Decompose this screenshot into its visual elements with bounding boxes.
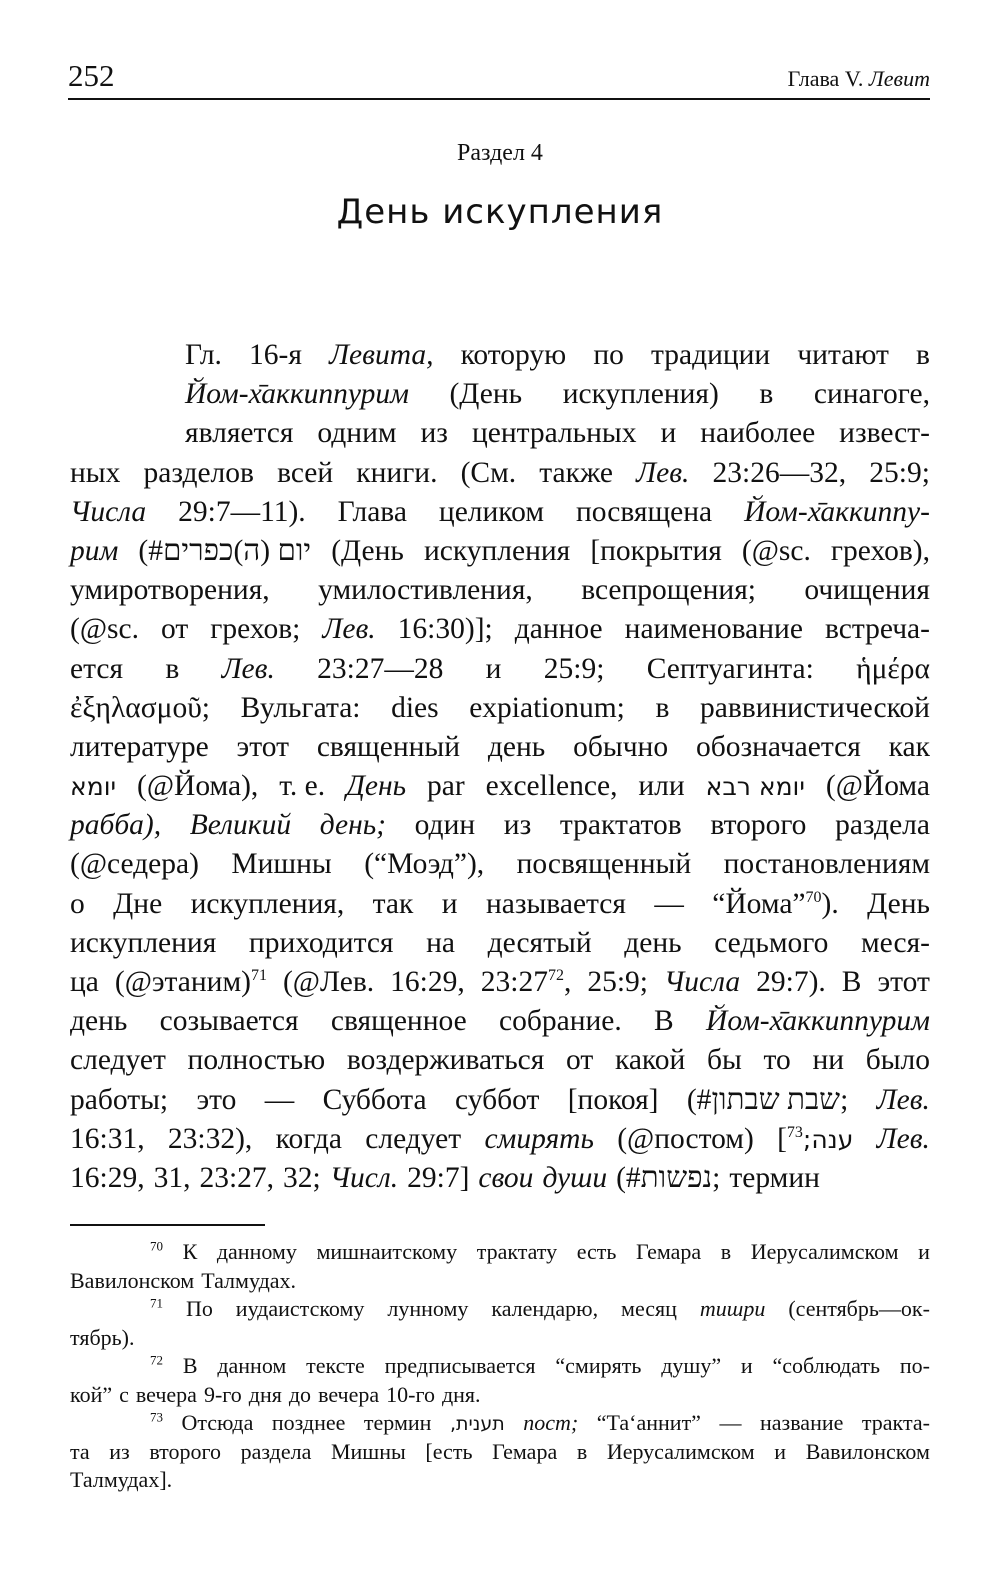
running-head-title: Левит [868, 66, 930, 91]
word: искупления) [562, 378, 719, 411]
text-line [70, 650, 930, 689]
text-line [70, 532, 930, 571]
text-line [70, 728, 930, 767]
text-line [70, 375, 930, 414]
word: центральных [471, 417, 637, 450]
word: ἡμέρα [856, 652, 930, 685]
word: до [288, 1381, 312, 1407]
word: полностью [187, 1044, 326, 1077]
footnotes [70, 1238, 930, 1495]
word: священное [330, 1005, 467, 1038]
word: Левита, [329, 339, 434, 371]
word: 25:9; [587, 966, 648, 998]
word [450, 1409, 505, 1438]
word: из [503, 809, 532, 842]
word: 29:7). [756, 966, 826, 998]
word: 16:29, [70, 1161, 145, 1194]
word: умиротворения, [70, 574, 270, 607]
word: ἐξηλασμοῦ; [70, 691, 210, 724]
footnote-line [70, 1267, 930, 1296]
word: когда [275, 1122, 342, 1155]
page-number: 252 [68, 58, 115, 93]
word: раввинистической [700, 691, 930, 724]
word: par [426, 770, 465, 803]
word: 31, [153, 1161, 191, 1194]
word: наиболее [700, 417, 816, 450]
word: день; [319, 809, 386, 842]
footnote-ref: 71 [250, 967, 267, 985]
text-line [70, 845, 930, 884]
word: ется [70, 652, 124, 685]
footnote-line [70, 1466, 930, 1495]
footnote-ref: 73 [150, 1409, 163, 1425]
word: (@седера) [70, 848, 199, 881]
word: Талмудах]. [70, 1467, 173, 1492]
word: [$^{73}$ענה; [777, 1122, 854, 1155]
text-line [70, 689, 930, 728]
word: (@этаним)$^{71}$ [114, 966, 267, 998]
word: всепрощения; [581, 574, 756, 607]
word: второго [149, 1438, 221, 1464]
word: кой” [70, 1381, 113, 1407]
word: тексте [306, 1353, 365, 1378]
page-header [68, 58, 930, 100]
word: “смирять [555, 1353, 642, 1378]
footnote-line [70, 1295, 930, 1324]
word: 16:30)]; [397, 613, 493, 646]
word: обычно [573, 730, 669, 763]
text-line [70, 963, 930, 1002]
word: данное [514, 613, 603, 646]
word: “Та‘аннит” [596, 1410, 701, 1435]
word: 25:9; [543, 652, 605, 685]
word: ных [70, 456, 121, 489]
word: иудаистскому [235, 1296, 365, 1321]
word: Иерусалимском [606, 1438, 755, 1464]
word: Иерусалимском [750, 1239, 899, 1264]
word: смирять [484, 1122, 594, 1155]
word: 9-го [203, 1381, 242, 1407]
text-line [70, 414, 930, 453]
word: в [655, 691, 670, 724]
word: из [109, 1438, 130, 1464]
word: седьмого [714, 926, 829, 959]
word: 29:7—11). [178, 495, 306, 528]
word: вечера [318, 1381, 380, 1407]
word: 16:31, [70, 1122, 145, 1155]
word: В [654, 1005, 674, 1038]
word: (#יום (ה)כפרים [138, 534, 312, 567]
word: всей [277, 456, 334, 489]
word: одним [317, 417, 397, 450]
word: $23:27^{72}$, [480, 966, 572, 998]
word: и [660, 417, 677, 450]
text-line [70, 493, 930, 532]
word: называется [485, 887, 626, 920]
word: следует [70, 1044, 166, 1077]
footnote-ref: 72 [547, 967, 564, 985]
footnote-ref: 70 [150, 1238, 163, 1254]
word [150, 1295, 163, 1324]
word: День [867, 887, 930, 920]
word: Вавилонском [805, 1438, 930, 1464]
word: Числ. [329, 1161, 399, 1194]
word: Великий [189, 809, 292, 842]
word: та [70, 1438, 90, 1464]
word: По [185, 1296, 213, 1321]
word: на [426, 926, 455, 959]
word: вечера [135, 1381, 197, 1407]
chapter-title: День искупления [336, 192, 664, 232]
word: [есть [425, 1438, 473, 1464]
word: собрание. [499, 1005, 622, 1038]
word: 25:9; [869, 456, 930, 489]
footnote-ref: 70 [805, 888, 822, 906]
word: наименование [624, 613, 803, 646]
word: раздела [240, 1438, 312, 1464]
word [150, 1409, 163, 1438]
word: (@Йома [825, 770, 930, 803]
word: грехов; [210, 613, 301, 646]
word: рим [70, 534, 119, 567]
word: в [915, 339, 930, 371]
word: в [720, 1239, 732, 1264]
word: священный [316, 730, 461, 763]
word: извест- [839, 417, 930, 450]
word: созывается [159, 1005, 299, 1038]
word: (@Йома), [137, 770, 259, 803]
word: данном [217, 1353, 287, 1378]
section-label: Раздел 4 [457, 140, 543, 166]
word: воздерживаться [346, 1044, 545, 1077]
word: (сентябрь—ок- [788, 1296, 930, 1321]
text-line [70, 924, 930, 963]
word: так [372, 887, 414, 920]
text-line [70, 806, 930, 845]
word: Лев. [876, 1083, 930, 1116]
text-line [70, 1041, 930, 1080]
word: excellence, [485, 770, 618, 803]
word: тракта- [861, 1410, 930, 1435]
word: трактатов [559, 809, 682, 842]
word: 23:27—28 [317, 652, 444, 685]
word: дня [248, 1381, 282, 1407]
word: месяц [621, 1296, 677, 1321]
footnote-line [70, 1438, 930, 1467]
word: приходится [248, 926, 394, 959]
word: Йом-х̄аккиппурим [185, 378, 409, 411]
word: десятый [487, 926, 592, 959]
text-line [70, 571, 930, 610]
text-line [70, 885, 930, 924]
word: dies [391, 691, 439, 724]
word: (День [331, 534, 404, 567]
word: (“Моэд”), [364, 848, 485, 881]
word: следует [365, 1122, 462, 1155]
word: грехов), [830, 534, 930, 567]
text-line [70, 1081, 930, 1120]
word: рабба), [70, 809, 162, 842]
word: от [566, 1044, 594, 1077]
word: (День [449, 378, 523, 411]
word: Лев. [636, 456, 690, 489]
word: по [593, 339, 624, 371]
word [150, 1238, 163, 1267]
word: лунному [387, 1296, 469, 1321]
word: это [196, 1083, 237, 1116]
word: душу” [661, 1353, 722, 1378]
word: Лев. [876, 1122, 930, 1155]
word: трактату [476, 1239, 558, 1264]
footnote-rule [70, 1224, 265, 1226]
word: [покрытия [590, 534, 722, 567]
word: тябрь). [70, 1324, 135, 1350]
text-line [70, 1159, 930, 1198]
word: искупления [423, 534, 571, 567]
word: души [542, 1161, 608, 1194]
word: день [624, 926, 682, 959]
footnote-line [70, 1409, 930, 1438]
word: и [485, 652, 502, 685]
word: — [264, 1083, 295, 1116]
word: (@постом) [617, 1122, 754, 1155]
word: К [182, 1239, 198, 1264]
word: встреча- [824, 613, 930, 646]
word: и [441, 887, 458, 920]
word: (См. [460, 456, 517, 489]
word: по- [899, 1353, 930, 1378]
word: свои [478, 1161, 534, 1194]
word: expiationum; [469, 691, 625, 724]
word: дня. [441, 1381, 481, 1407]
word: В [182, 1353, 198, 1378]
word: название [759, 1410, 844, 1435]
word: В [841, 966, 862, 998]
word: Вавилонском [70, 1267, 195, 1293]
header-rule [68, 98, 930, 100]
hebrew-term: ענה; [802, 1124, 854, 1154]
word: (@sc. [741, 534, 811, 567]
word: умилостивления, [318, 574, 533, 607]
text-line [70, 767, 930, 806]
word: от [160, 613, 189, 646]
text-line [70, 610, 930, 649]
word: Дне [113, 887, 163, 920]
word: читают [797, 339, 889, 371]
word: календарю, [491, 1296, 599, 1321]
word: 29:7] [407, 1161, 470, 1194]
word: Суббота [322, 1083, 427, 1116]
word: 10-го [386, 1381, 435, 1407]
word: искупления [70, 926, 217, 959]
word: 16:29, [390, 966, 465, 998]
word: Септуагинта: [646, 652, 814, 685]
word: Йом-х̄аккиппу- [744, 495, 930, 528]
word: Лев. [221, 652, 275, 685]
word: в [759, 378, 774, 411]
word: было [865, 1044, 930, 1077]
word: 16-я [249, 339, 302, 371]
word: меся- [861, 926, 930, 959]
word: [покоя] [567, 1083, 659, 1116]
word: термин [729, 1161, 820, 1194]
word: второго [710, 809, 807, 842]
word: Гемара [492, 1438, 558, 1464]
word: традиции [650, 339, 771, 371]
word: (#שבת שבתון; [686, 1083, 849, 1116]
word: как [888, 730, 930, 763]
footnote-line [70, 1324, 930, 1353]
word: 23:26—32, [712, 456, 847, 489]
word: литературе [70, 730, 209, 763]
footnote-line [70, 1238, 930, 1267]
word: Вульгата: [240, 691, 361, 724]
word: ца [70, 966, 99, 998]
word: “Йома”$^{70}$). [712, 887, 839, 920]
word: целиком [438, 495, 545, 528]
word: — [719, 1410, 742, 1435]
word: Мишны [330, 1438, 406, 1464]
word: которую [460, 339, 567, 371]
word: Талмудах. [201, 1267, 297, 1293]
word: День [346, 770, 407, 803]
hebrew-term: יומא רבא [705, 772, 805, 802]
word: тишри [699, 1296, 766, 1321]
word: бы [706, 1044, 742, 1077]
word: и [774, 1438, 787, 1464]
running-head [788, 66, 930, 92]
word: разделов [143, 456, 254, 489]
text-line [70, 336, 930, 375]
word: Йом-х̄аккиппурим [706, 1005, 930, 1038]
word: раздела [835, 809, 930, 842]
word [706, 767, 805, 806]
word: Числа [70, 495, 147, 528]
word: Числа [663, 966, 741, 998]
text-line [70, 1120, 930, 1159]
word: Гл. [185, 339, 222, 371]
word: пост; [523, 1410, 579, 1435]
word: также [539, 456, 614, 489]
word: 23:27, [199, 1161, 275, 1194]
word: 23:32), [167, 1122, 253, 1155]
hebrew-term: יומא [70, 772, 117, 802]
word: в [165, 652, 180, 685]
footnote-line [70, 1381, 930, 1410]
word: Гемара [636, 1239, 702, 1264]
word: посвящена [575, 495, 713, 528]
footnote-line [70, 1352, 930, 1381]
word: Лев. [322, 613, 376, 646]
word: (#נפשות; [616, 1161, 721, 1194]
hebrew-term: תענית, [449, 1413, 505, 1435]
word: и [740, 1353, 753, 1378]
word: суббот [455, 1083, 540, 1116]
word: ни [812, 1044, 845, 1077]
word: искупления, [190, 887, 345, 920]
word: постановлениям [723, 848, 930, 881]
word: синагоге, [813, 378, 930, 411]
word: и [918, 1239, 930, 1264]
word: “соблюдать [772, 1353, 881, 1378]
footnote-ref: 73 [786, 1123, 803, 1141]
word: является [185, 417, 294, 450]
word: — [654, 887, 684, 920]
word: в [576, 1438, 588, 1464]
main-text [70, 336, 930, 1198]
word: посвященный [516, 848, 692, 881]
word: работы; [70, 1083, 169, 1116]
word: термин [363, 1410, 432, 1435]
word: с [119, 1381, 129, 1407]
word: мишнаитскому [316, 1239, 458, 1264]
word: день [487, 730, 546, 763]
text-line [70, 454, 930, 493]
word: этот [236, 730, 289, 763]
word: (@Лев. [282, 966, 375, 998]
word: есть [576, 1239, 617, 1264]
word: Мишны [231, 848, 332, 881]
word: данному [216, 1239, 297, 1264]
word: Отсюда [181, 1410, 254, 1435]
word: предписывается [384, 1353, 536, 1378]
word: из [420, 417, 448, 450]
word: (@sc. [70, 613, 139, 646]
word: 32; [283, 1161, 321, 1194]
word: или [638, 770, 685, 803]
word: о [70, 887, 85, 920]
word: день [70, 1005, 128, 1038]
word: позднее [271, 1410, 346, 1435]
footnote-ref: 72 [150, 1352, 163, 1368]
word: один [414, 809, 476, 842]
running-head-chapter: Глава V. [787, 66, 864, 91]
word [150, 1352, 163, 1381]
word: какой [614, 1044, 686, 1077]
word: книги. [356, 456, 438, 489]
word: очищения [804, 574, 930, 607]
footnote-ref: 71 [150, 1295, 163, 1311]
word: обозначается [695, 730, 861, 763]
word: то [763, 1044, 791, 1077]
word: этот [877, 966, 930, 998]
word: т. е. [279, 770, 326, 803]
text-line [70, 1002, 930, 1041]
word: Глава [337, 495, 407, 528]
word [70, 767, 116, 806]
